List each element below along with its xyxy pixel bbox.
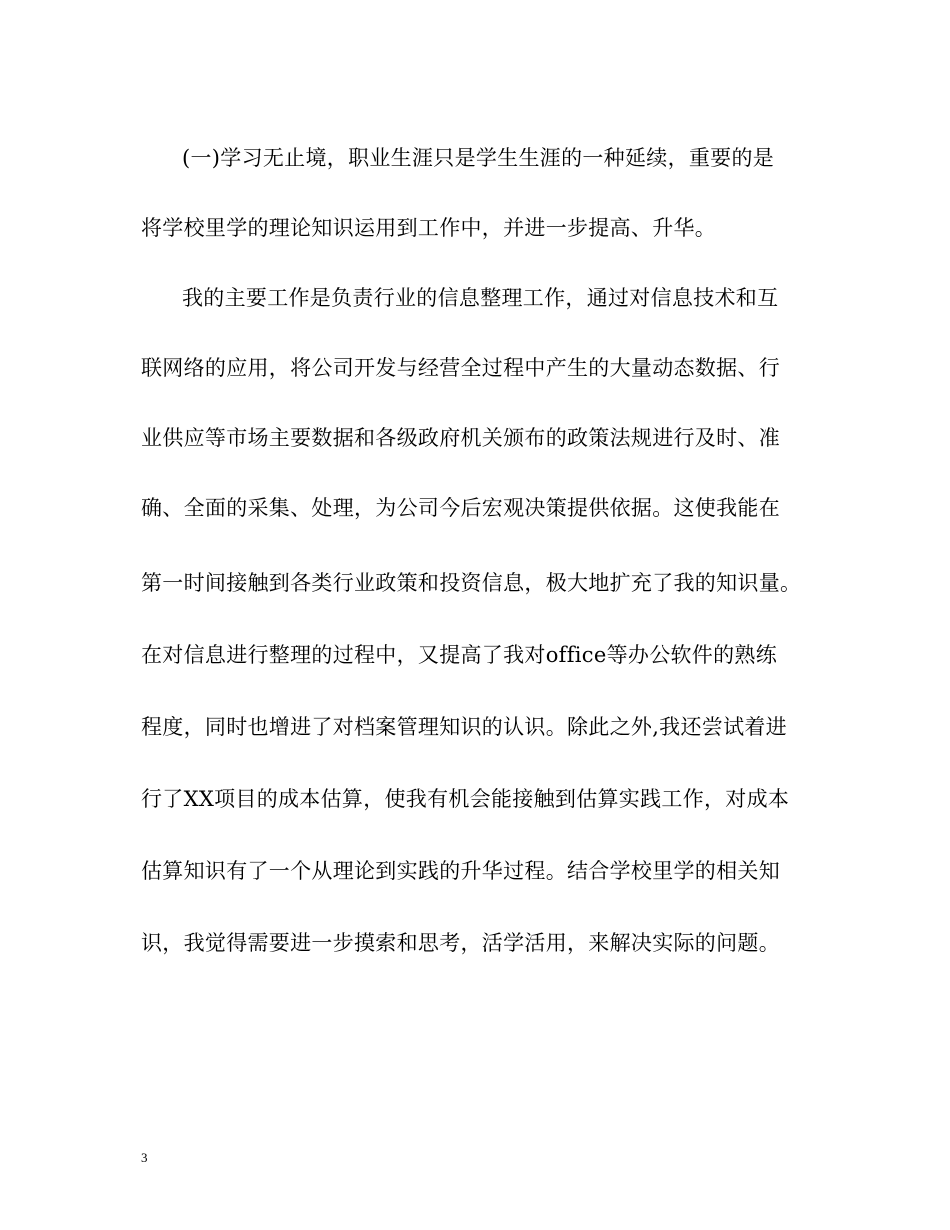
paragraph-2-line-5: 第一时间接触到各类行业政策和投资信息，极大地扩充了我的知识量。 [141,571,802,595]
paragraph-1-line-2: 将学校里学的理论知识运用到工作中，并进一步提高、升华。 [141,216,717,240]
paragraph-2-line-3: 业供应等市场主要数据和各级政府机关颁布的政策法规进行及时、准 [141,426,780,450]
paragraph-2-line-9: 估算知识有了一个从理论到实践的升华过程。结合学校里学的相关知 [141,859,780,883]
paragraph-2-line-10: 识，我觉得需要进一步摸索和思考，活学活用，来解决实际的问题。 [141,931,780,955]
paragraph-2-line-6: 在对信息进行整理的过程中，又提高了我对office等办公软件的熟练 [141,643,777,667]
page-number: 3 [141,1150,148,1165]
paragraph-1-line-1: (一)学习无止境，职业生涯只是学生生涯的一种延续，重要的是 [182,146,775,170]
paragraph-2-line-4: 确、全面的采集、处理，为公司今后宏观决策提供依据。这使我能在 [141,496,780,520]
paragraph-2-line-2: 联网络的应用，将公司开发与经营全过程中产生的大量动态数据、行 [141,356,780,380]
paragraph-2-line-7: 程度，同时也增进了对档案管理知识的认识。除此之外,我还尝试着进 [141,715,787,739]
paragraph-2-line-1: 我的主要工作是负责行业的信息整理工作，通过对信息技术和互 [182,286,779,310]
paragraph-2-line-8: 行了XX项目的成本估算，使我有机会能接触到估算实践工作，对成本 [141,787,790,811]
